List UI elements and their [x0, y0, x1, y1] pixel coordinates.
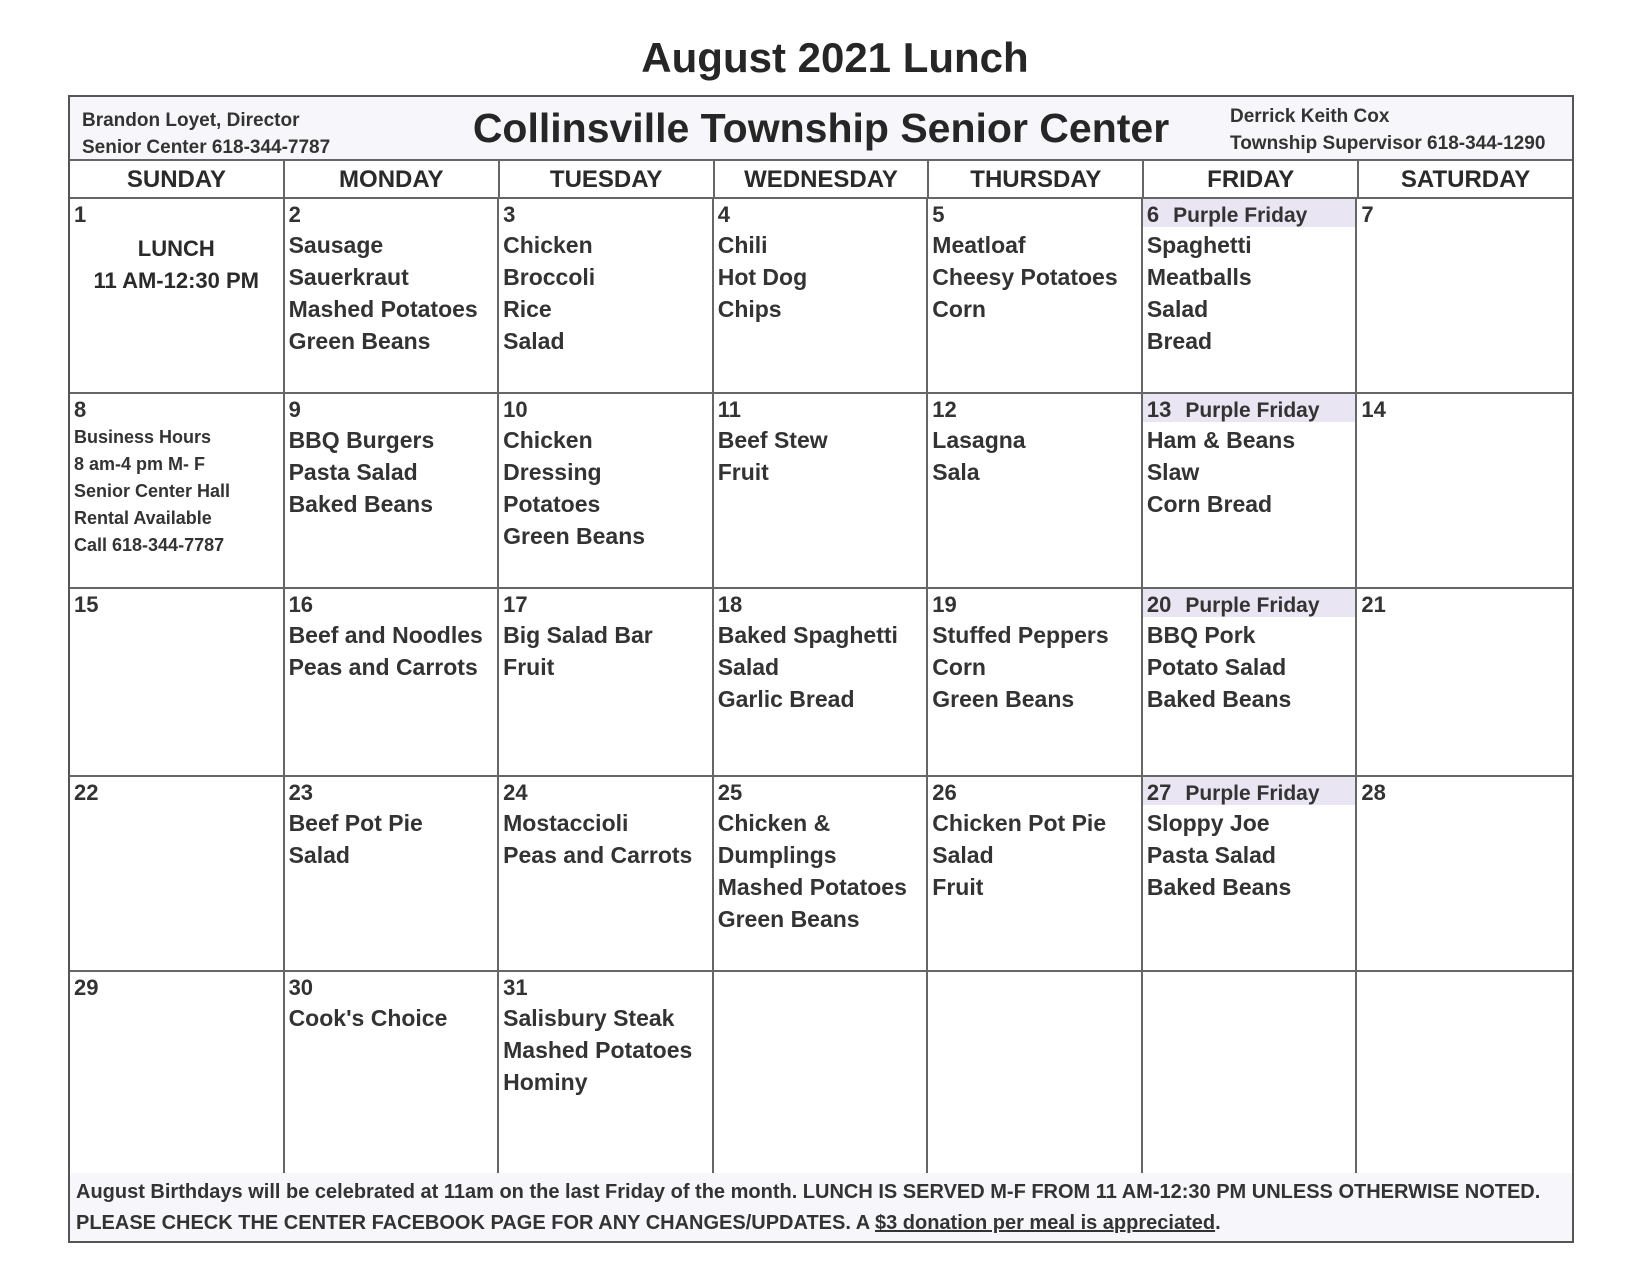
calendar-day-cell: [70, 589, 285, 777]
calendar-day-cell: [1143, 394, 1358, 589]
day-number: 16: [288, 592, 314, 617]
menu-item: Sausage: [288, 232, 384, 258]
day-number: 2: [288, 202, 301, 227]
menu-item: Hot Dog: [717, 264, 808, 290]
menu-item: Chicken &: [717, 810, 831, 836]
day-number: 17: [503, 592, 528, 617]
menu-item: Pasta Salad: [288, 459, 418, 485]
menu-item: Spaghetti: [1146, 232, 1252, 258]
menu-item: Green Beans: [503, 523, 646, 549]
menu-item: Fruit: [717, 459, 769, 485]
donation-note: $3 donation per meal is appreciated: [874, 1212, 1216, 1234]
menu-item: Beef and Noodles: [288, 622, 483, 648]
calendar-day-cell: [285, 972, 500, 1176]
calendar-day-cell: [499, 394, 714, 589]
menu-item: Salad: [932, 842, 994, 868]
menu-item: Salad: [1146, 296, 1209, 322]
menu-item: Fruit: [932, 874, 984, 900]
calendar-day-cell: [928, 589, 1143, 777]
menu-item: Potato Salad: [1146, 654, 1287, 680]
menu-item: Salad: [503, 328, 565, 354]
menu-item: Baked Beans: [1146, 874, 1292, 900]
director-name: Brandon Loyet, Director: [82, 110, 300, 131]
menu-item: Chips: [717, 296, 782, 322]
day-number: 3: [503, 202, 516, 227]
calendar-day-cell: [714, 394, 929, 589]
day-number: 22: [74, 780, 99, 805]
menu-item: Salisbury Steak: [503, 1005, 675, 1031]
menu-item: Salad: [288, 842, 350, 868]
menu-item: Baked Beans: [1146, 686, 1292, 712]
calendar-day-cell: [1143, 777, 1358, 972]
menu-item: Beef Pot Pie: [288, 810, 423, 836]
menu-item: Beef Stew: [717, 427, 828, 453]
calendar-day-cell: [1357, 777, 1572, 972]
director-phone: Senior Center 618-344-7787: [82, 137, 331, 158]
day-number: 13: [1146, 397, 1172, 422]
calendar-day-cell: [499, 972, 714, 1176]
calendar-day-cell: [928, 199, 1143, 394]
day-number: 7: [1361, 202, 1374, 227]
purple-friday-label: Purple Friday: [1185, 594, 1320, 617]
day-number: 5: [932, 202, 945, 227]
day-number: 27: [1146, 780, 1172, 805]
calendar-day-cell: [714, 199, 929, 394]
calendar-day-cell: [285, 777, 500, 972]
day-number: 28: [1361, 780, 1386, 805]
calendar-header: [70, 97, 1572, 161]
purple-friday-label: Purple Friday: [1173, 204, 1308, 227]
calendar-grid: [70, 199, 1572, 1176]
calendar-day-cell: [70, 972, 285, 1176]
calendar-day-cell: [285, 589, 500, 777]
supervisor-info: [1230, 103, 1545, 157]
calendar-day-cell: [928, 972, 1143, 1176]
menu-item: Peas and Carrots: [288, 654, 478, 680]
purple-friday-label: Purple Friday: [1185, 399, 1320, 422]
menu-item: Rice: [503, 296, 552, 322]
center-title: Collinsville Township Senior Center: [472, 105, 1170, 151]
calendar-day-cell: [1357, 589, 1572, 777]
menu-item: Stuffed Peppers: [932, 622, 1109, 648]
lunch-hours-note: 11 AM-12:30 PM: [93, 268, 260, 293]
day-number: 21: [1361, 592, 1386, 617]
menu-item: Green Beans: [717, 906, 860, 932]
weekday-saturday: SATURDAY: [1400, 166, 1531, 193]
day-number: 4: [717, 202, 730, 227]
menu-item: Potatoes: [503, 491, 601, 517]
menu-item: Slaw: [1146, 459, 1200, 485]
calendar-day-cell: [499, 777, 714, 972]
day-number: 24: [503, 780, 528, 805]
calendar-day-cell: [1357, 972, 1572, 1176]
calendar-day-cell: [714, 972, 929, 1176]
weekday-header-row: [70, 161, 1572, 199]
calendar-day-cell: [928, 394, 1143, 589]
menu-item: Green Beans: [288, 328, 431, 354]
menu-item: Cheesy Potatoes: [932, 264, 1118, 290]
menu-item: Big Salad Bar: [503, 622, 653, 648]
menu-item: Mashed Potatoes: [503, 1037, 693, 1063]
calendar-day-cell: [70, 199, 285, 394]
menu-item: Meatloaf: [932, 232, 1026, 258]
menu-item: Bread: [1146, 328, 1213, 354]
business-info-line: Senior Center Hall: [74, 481, 231, 501]
footer-line-2-text: PLEASE CHECK THE CENTER FACEBOOK PAGE FOR ANY CHANGES/UPDATES. A: [76, 1212, 875, 1234]
menu-item: Mashed Potatoes: [288, 296, 478, 322]
calendar-day-cell: [714, 777, 929, 972]
menu-item: Baked Beans: [288, 491, 434, 517]
menu-item: Chili: [717, 232, 768, 258]
calendar-sheet: [68, 95, 1574, 1243]
day-number: 8: [74, 397, 87, 422]
menu-item: Garlic Bread: [717, 686, 855, 712]
menu-item: Broccoli: [503, 264, 596, 290]
menu-item: Corn Bread: [1146, 491, 1273, 517]
calendar-day-cell: [285, 394, 500, 589]
day-number: 26: [932, 780, 957, 805]
weekday-sunday: SUNDAY: [70, 161, 285, 197]
menu-item: Dumplings: [717, 842, 837, 868]
weekday-monday: MONDAY: [285, 161, 500, 197]
footer-line-1: August Birthdays will be celebrated at 11am on the last Friday of the month. LUNCH IS SERVED M-F FROM 11 AM-12:30 PM UNLESS OTHERWISE NOTED.: [76, 1181, 1541, 1203]
calendar-day-cell: [1143, 589, 1358, 777]
menu-item: Chicken: [503, 427, 593, 453]
day-number: 9: [288, 397, 301, 422]
menu-item: Ham & Beans: [1146, 427, 1296, 453]
calendar-day-cell: [499, 589, 714, 777]
menu-item: Corn: [932, 654, 986, 680]
footer-line-2: [76, 1208, 1566, 1239]
day-number: 20: [1146, 592, 1172, 617]
day-number: 31: [503, 975, 528, 1000]
calendar-day-cell: [70, 394, 285, 589]
menu-item: BBQ Burgers: [288, 427, 435, 453]
menu-item: Corn: [932, 296, 986, 322]
supervisor-name: Derrick Keith Cox: [1230, 106, 1390, 127]
calendar-day-cell: [499, 199, 714, 394]
calendar-day-cell: [1357, 199, 1572, 394]
weekday-friday: FRIDAY: [1144, 161, 1359, 197]
business-info-line: Business Hours: [74, 427, 212, 447]
menu-item: Mostaccioli: [503, 810, 629, 836]
menu-item: Fruit: [503, 654, 555, 680]
day-number: 6: [1146, 202, 1160, 227]
menu-item: Mashed Potatoes: [717, 874, 907, 900]
calendar-day-cell: [928, 777, 1143, 972]
day-number: 23: [288, 780, 314, 805]
weekday-thursday: THURSDAY: [929, 161, 1144, 197]
menu-item: Sala: [932, 459, 980, 485]
menu-item: Pasta Salad: [1146, 842, 1276, 868]
menu-item: Sloppy Joe: [1146, 810, 1270, 836]
menu-item: Hominy: [503, 1069, 588, 1095]
day-number: 1: [74, 202, 87, 227]
calendar-day-cell: [1357, 394, 1572, 589]
menu-item: Chicken: [503, 232, 593, 258]
menu-item: Green Beans: [932, 686, 1075, 712]
calendar-day-cell: [285, 199, 500, 394]
day-number: 11: [717, 397, 741, 422]
calendar-day-cell: [70, 777, 285, 972]
calendar-day-cell: [1143, 972, 1358, 1176]
day-number: 25: [717, 780, 743, 805]
menu-item: BBQ Pork: [1146, 622, 1256, 648]
menu-item: Dressing: [503, 459, 602, 485]
day-number: 14: [1361, 397, 1386, 422]
menu-item: Chicken Pot Pie: [932, 810, 1107, 836]
calendar-day-cell: [714, 589, 929, 777]
menu-item: Baked Spaghetti: [717, 622, 898, 648]
menu-item: Peas and Carrots: [503, 842, 693, 868]
day-number: 30: [288, 975, 314, 1000]
lunch-hours-note: LUNCH: [137, 236, 215, 261]
footer-notes: [70, 1173, 1572, 1241]
day-number: 10: [503, 397, 528, 422]
day-number: 15: [74, 592, 99, 617]
purple-friday-label: Purple Friday: [1185, 782, 1320, 805]
business-info-line: 8 am-4 pm M- F: [74, 454, 206, 474]
menu-item: Cook's Choice: [288, 1005, 448, 1031]
menu-item: Salad: [717, 654, 780, 680]
menu-item: Meatballs: [1146, 264, 1252, 290]
page-title: August 2021 Lunch: [641, 34, 1029, 81]
day-number: 19: [932, 592, 957, 617]
supervisor-phone: Township Supervisor 618-344-1290: [1230, 133, 1546, 154]
weekday-wednesday: WEDNESDAY: [715, 161, 930, 197]
weekday-tuesday: TUESDAY: [500, 161, 715, 197]
business-info-line: Rental Available: [74, 508, 212, 528]
menu-item: Sauerkraut: [288, 264, 409, 290]
menu-item: Lasagna: [932, 427, 1026, 453]
day-number: 18: [717, 592, 743, 617]
day-number: 29: [74, 975, 99, 1000]
day-number: 12: [932, 397, 957, 422]
calendar-day-cell: [1143, 199, 1358, 394]
footer-line-2-end: .: [1215, 1212, 1221, 1234]
business-info-line: Call 618-344-7787: [74, 535, 225, 555]
